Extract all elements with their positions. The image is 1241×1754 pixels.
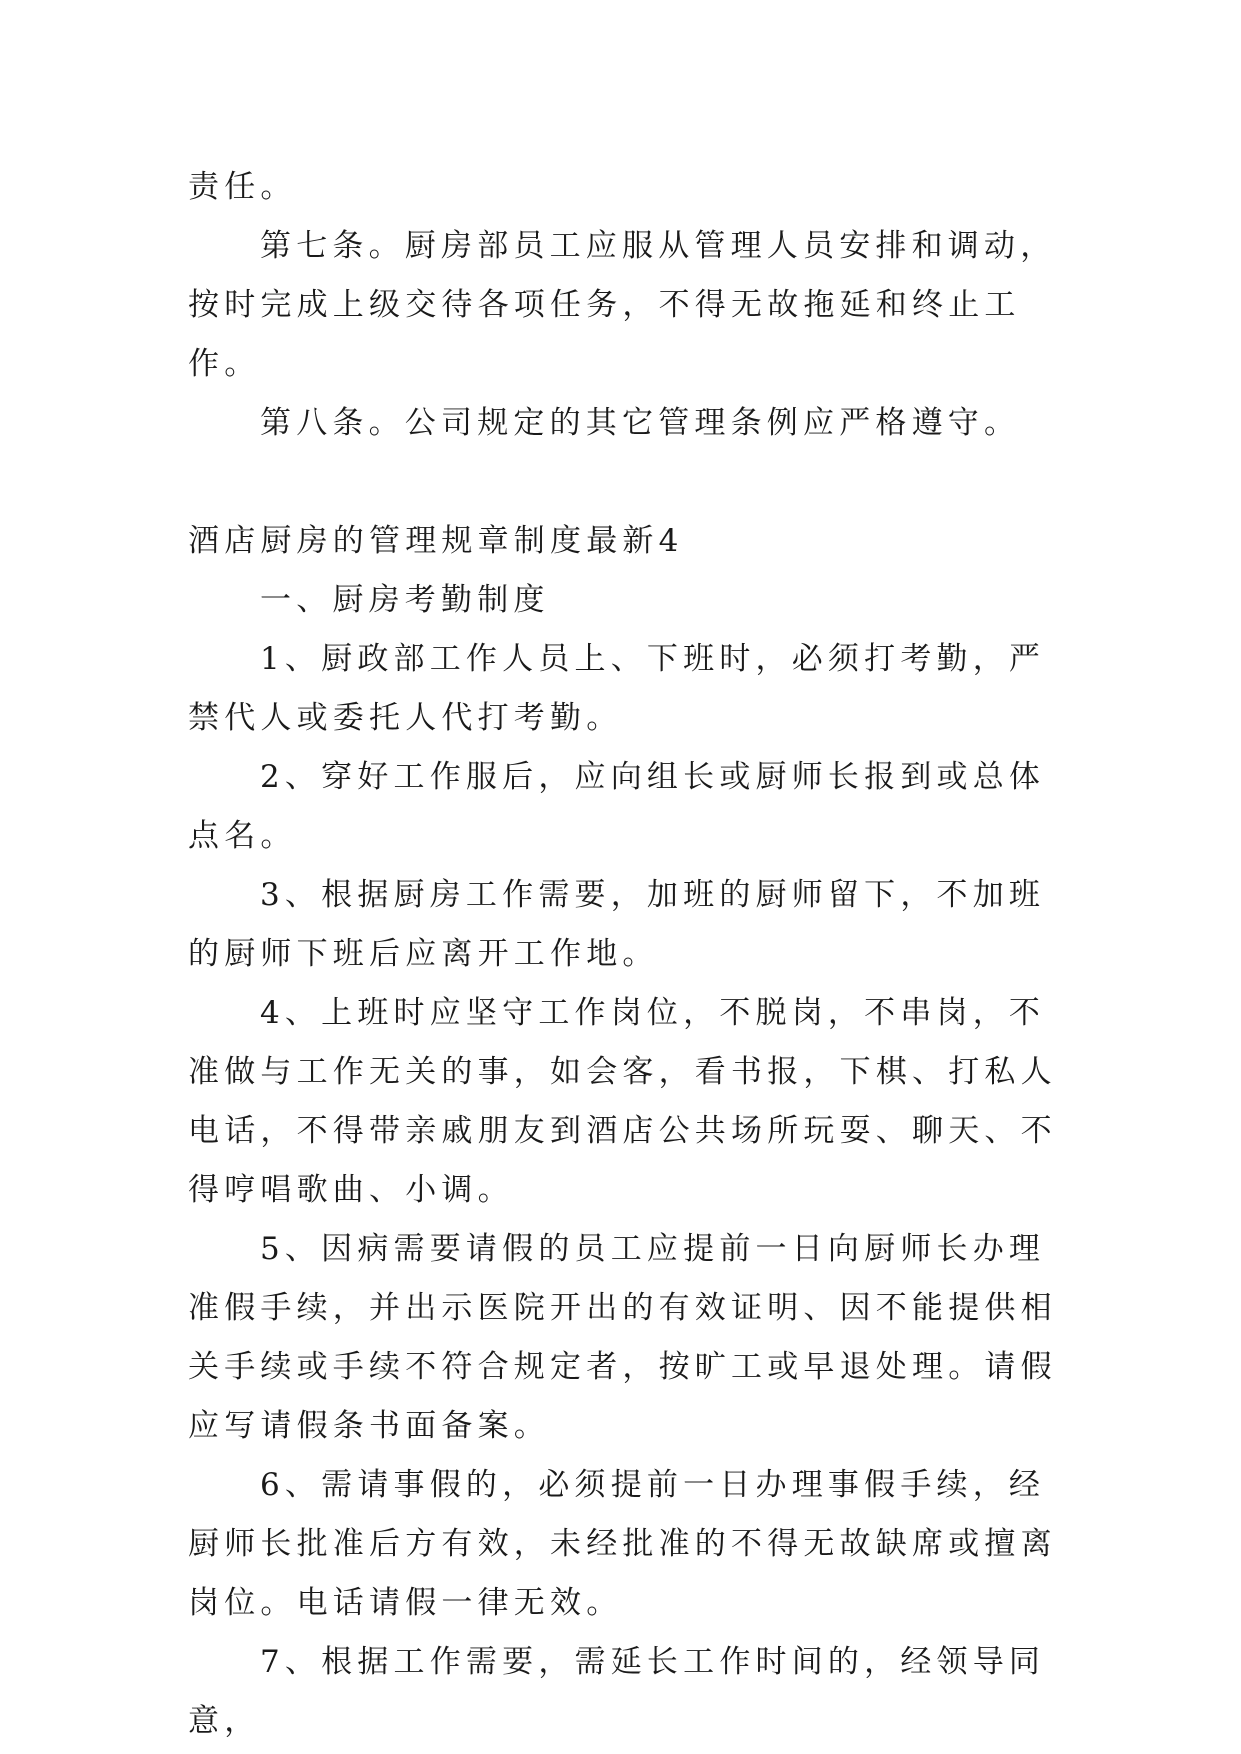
list-item-3: 3、根据厨房工作需要，加班的厨师留下，不加班的厨师下班后应离开工作地。: [188, 877, 1046, 972]
paragraph-article-8: 第八条。公司规定的其它管理条例应严格遵守。: [260, 405, 1021, 441]
subsection-heading-attendance: 一、厨房考勤制度: [260, 582, 550, 618]
paragraph-responsibility: 责任。: [188, 169, 297, 205]
list-item-2: 2、穿好工作服后，应向组长或厨师长报到或总体点名。: [188, 759, 1046, 854]
list-item-6: 6、需请事假的，必须提前一日办理事假手续，经厨师长批准后方有效，未经批准的不得无故缺席或擅离岗位。电话请假一律无效。: [188, 1467, 1057, 1621]
list-item-7: 7、根据工作需要，需延长工作时间的，经领导同意，: [188, 1644, 1046, 1739]
list-item-1: 1、厨政部工作人员上、下班时，必须打考勤，严禁代人或委托人代打考勤。: [188, 641, 1046, 736]
list-item-5: 5、因病需要请假的员工应提前一日向厨师长办理准假手续，并出示医院开出的有效证明、因不能提供相关手续或手续不符合规定者，按旷工或早退处理。请假应写请假条书面备案。: [188, 1231, 1057, 1444]
paragraph-article-7: 第七条。厨房部员工应服从管理人员安排和调动，按时完成上级交待各项任务，不得无故拖延和终止工作。: [188, 228, 1057, 382]
document-body: [188, 158, 1068, 1751]
list-item-4: 4、上班时应坚守工作岗位，不脱岗，不串岗，不准做与工作无关的事，如会客，看书报，下棋、打私人电话，不得带亲戚朋友到酒店公共场所玩耍、聊天、不得哼唱歌曲、小调。: [188, 995, 1057, 1208]
section-title: 酒店厨房的管理规章制度最新4: [188, 523, 684, 559]
